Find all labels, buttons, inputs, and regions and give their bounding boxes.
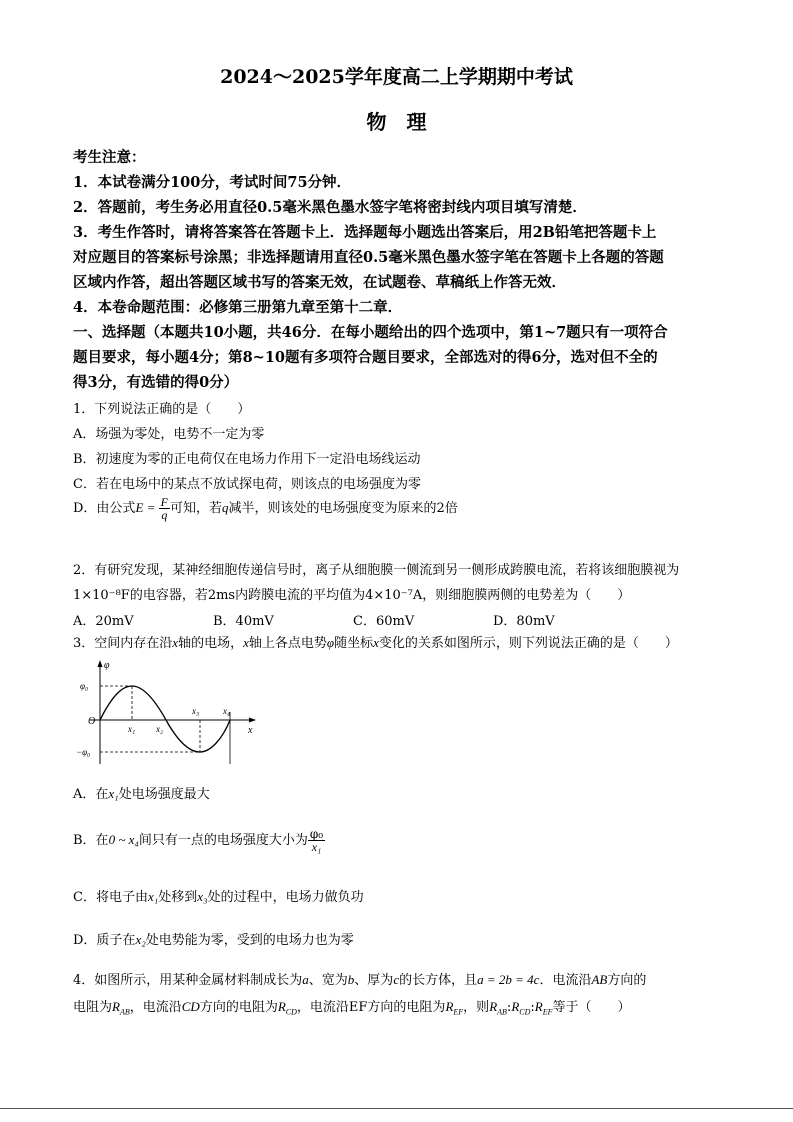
q2-option-d: D．80mV: [493, 614, 555, 629]
potential-curve: [100, 686, 230, 752]
q3-b-numerator: φ₀: [309, 827, 324, 841]
q4-ratio: $R_{AB}:R_{CD}:R_{EF}$: [489, 999, 553, 1017]
q4-ratio-sub1: AB: [497, 1007, 507, 1017]
x2-label: x₂: [156, 724, 164, 734]
q2-option-c: C．60mV: [353, 614, 415, 629]
q3-b-middle: 间只有一点的电场强度大小为: [138, 833, 308, 848]
q3-c-var2: x₃: [197, 889, 208, 904]
q3-option-b: [73, 828, 325, 853]
q1-option-d: [73, 496, 458, 521]
q3-stem: [73, 632, 678, 651]
q2-line1: 2．有研究发现，某神经细胞传递信号时，离子从细胞膜一侧流到另一侧形成跨膜电流，若将该细胞膜视为: [73, 563, 680, 578]
q4-text: 等于（ ）: [552, 1000, 631, 1015]
q3-b-fraction: [308, 828, 325, 853]
q3-b-prefix: B．在: [73, 833, 109, 848]
q3-b-range: 0 ~ x₄: [108, 832, 139, 847]
q2-mid1: 的电容器，若2ms内跨膜电流的平均值为: [129, 588, 366, 603]
q1-d-variable: q: [222, 500, 229, 515]
q3-option-d: [73, 929, 354, 948]
q1-d-middle: 可知，若: [170, 501, 223, 516]
q3-d-var: x₂: [135, 932, 146, 947]
q3-x: x: [373, 635, 379, 650]
x4-label: x₄: [223, 706, 231, 716]
phi-label: φ: [104, 660, 110, 671]
q4-rcd-sub: CD: [285, 1007, 297, 1017]
q1-option-a: A．场强为零处，电势不一定为零: [73, 427, 265, 442]
q4-text: 的长方体，且: [399, 973, 478, 988]
x-axis-label: x: [248, 725, 253, 736]
q4-var-c: c: [393, 972, 400, 987]
q3-stem-part: 轴上各点电势: [248, 636, 327, 651]
q1-d-denominator: q: [161, 508, 168, 522]
q3-x: x: [243, 635, 249, 650]
q2-capacitance: 1×10⁻⁸F: [73, 588, 130, 603]
q3-b-denominator: x₁: [311, 840, 322, 854]
exam-title: 2024～2025学年度高二上学期期中考试: [220, 66, 573, 88]
q1-d-suffix: 减半，则该处的电场强度变为原来的2倍: [228, 501, 458, 516]
q1-d-numerator: F: [160, 495, 168, 509]
q3-c-middle: 处移到: [158, 890, 198, 905]
q3-c-var1: x₁: [147, 889, 159, 904]
q4-relation: a = 2b = 4c: [477, 972, 540, 987]
x1-label: x₁: [128, 724, 136, 734]
q1-d-fraction: [159, 496, 170, 521]
x3-label: x₃: [192, 706, 200, 716]
q4-text: 、宽为: [308, 973, 348, 988]
q4-rab-sub: AB: [119, 1007, 130, 1017]
q3-stem-part: 变化的关系如图所示，则下列说法正确的是（ ）: [378, 636, 678, 651]
q1-d-equation: E =: [135, 500, 159, 515]
q4-ab: AB: [591, 972, 608, 987]
q4-cd: CD: [181, 999, 200, 1014]
notice-item: 1．本试卷满分100分，考试时间75分钟．: [73, 174, 352, 191]
q2-current: 4×10⁻⁷A: [365, 588, 423, 603]
q4-text: ，电流沿EF方向的电阻为: [296, 1000, 446, 1015]
q3-stem-part: 随坐标: [334, 636, 374, 651]
q2-option-b: B．40mV: [213, 614, 274, 629]
q4-text: ，电流沿: [129, 1000, 182, 1015]
q4-text: 方向的电阻为: [199, 1000, 278, 1015]
q1-stem: 1．下列说法正确的是（ ）: [73, 402, 251, 417]
page-bottom-rule: [0, 1108, 793, 1109]
x-axis-arrow: [249, 718, 256, 723]
subject-title: 物 理: [366, 110, 427, 134]
q4-rcd: R: [277, 999, 286, 1014]
q3-stem-part: 轴的电场，: [178, 636, 244, 651]
q3-d-prefix: D．质子在: [73, 933, 136, 948]
notice-item: 3．考生作答时，请将答案答在答题卡上．选择题每小题选出答案后，用2B铅笔把答题卡上: [73, 224, 657, 241]
q4-text: ．电流沿: [539, 973, 592, 988]
q4-ratio-sub2: CD: [519, 1007, 531, 1017]
q4-line1: [73, 969, 646, 988]
q4-text: 电阻为: [73, 1000, 113, 1015]
q2-mid2: ，则细胞膜两侧的电势差为（ ）: [422, 588, 631, 603]
q4-var-a: a: [302, 972, 309, 987]
q1-option-c: C．若在电场中的某点不放试探电荷，则该点的电场强度为零: [73, 477, 421, 492]
q3-stem-part: 3．空间内存在沿: [73, 636, 173, 651]
section-heading: 题目要求，每小题4分；第8~10题有多项符合题目要求，全部选对的得6分，选对但不全的: [73, 349, 658, 366]
q4-rab: R: [112, 999, 120, 1014]
notice-item: 2．答题前，考生务必用直径0.5毫米黑色墨水签字笔将密封线内项目填写清楚．: [73, 199, 587, 216]
q4-ref-sub: EF: [453, 1007, 464, 1017]
neg-phi0-label: −φ₀: [76, 747, 91, 757]
q3-a-prefix: A．在: [73, 787, 109, 802]
q1-d-prefix: D．由公式: [73, 501, 136, 516]
q3-option-a: [73, 783, 210, 802]
origin-label: O: [88, 716, 96, 727]
notice-item: 区域内作答，超出答题区域书写的答案无效，在试题卷、草稿纸上作答无效．: [73, 274, 566, 291]
q4-ref: R: [445, 999, 454, 1014]
q4-text: 4．如图所示，用某种金属材料制成长为: [73, 973, 303, 988]
q4-var-b: b: [347, 972, 355, 987]
q3-c-suffix: 处的过程中，电场力做负功: [207, 890, 364, 905]
q3-a-suffix: 处电场强度最大: [118, 787, 210, 802]
phi0-label: φ₀: [80, 681, 89, 691]
section-heading: 得3分，有选错的得0分）: [73, 374, 239, 391]
q3-d-suffix: 处电势能为零，受到的电场力也为零: [145, 933, 354, 948]
q3-option-c: [73, 886, 364, 905]
q3-a-var: x₁: [108, 786, 119, 801]
q2-option-a: A．20mV: [73, 614, 134, 629]
notice-heading: 考生注意：: [73, 149, 146, 166]
section-heading: 一、选择题（本题共10小题，共46分．在每小题给出的四个选项中，第1~7题只有一项符合: [73, 324, 668, 341]
phi-axis-arrow: [98, 660, 103, 667]
q4-ratio-r1: R: [489, 999, 498, 1014]
q4-text: 、厚为: [354, 973, 394, 988]
q4-ratio-r2: R: [511, 999, 520, 1014]
q3-c-prefix: C．将电子由: [73, 890, 148, 905]
q4-ratio-sub3: EF: [542, 1007, 553, 1017]
q4-line2: [73, 996, 631, 1017]
q3-x: x: [172, 635, 179, 650]
q4-text: ，则: [463, 1000, 490, 1015]
q1-option-b: B．初速度为零的正电荷仅在电场力作用下一定沿电场线运动: [73, 452, 421, 467]
potential-graph: [72, 656, 262, 768]
q4-ratio-r3: R: [534, 999, 543, 1014]
notice-item: 对应题目的答案标号涂黑；非选择题请用直径0.5毫米黑色墨水签字笔在答题卡上各题的答题: [73, 249, 664, 266]
q3-phi: φ: [326, 635, 335, 650]
q4-text: 方向的: [607, 973, 647, 988]
notice-item: 4．本卷命题范围：必修第三册第九章至第十二章．: [73, 299, 403, 316]
q2-line2: [73, 584, 630, 603]
